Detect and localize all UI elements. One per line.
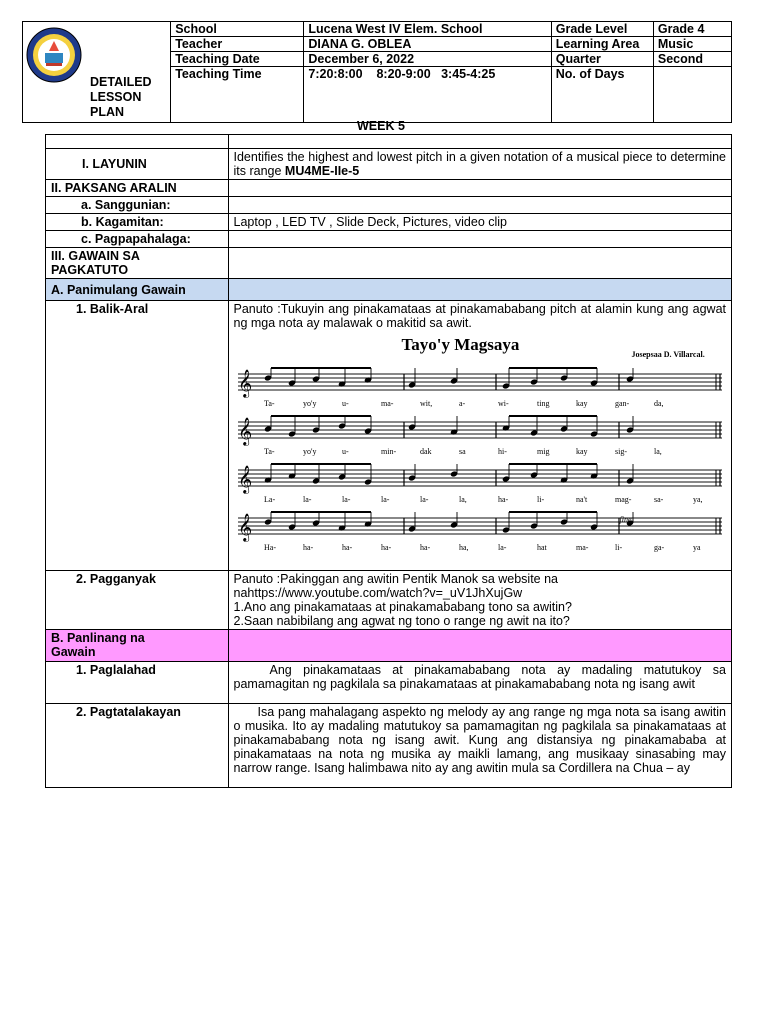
lyric-syllable: dak <box>419 447 432 456</box>
lyric-syllable: da, <box>653 399 664 408</box>
empty-cell <box>228 197 732 214</box>
paksang-aralin-label: II. PAKSANG ARALIN <box>46 180 229 197</box>
lyric-syllable: La- <box>263 495 275 504</box>
song-composer: Josepsaa D. Villarcal. <box>631 350 705 359</box>
teaching-date-value: December 6, 2022 <box>304 52 551 67</box>
pagganyak-line: 2.Saan nabibilang ang agwat ng tono o range ng awit na ito? <box>233 614 570 628</box>
logo-cell <box>23 22 171 123</box>
balik-aral-text: Panuto :Tukuyin ang pinakamataas at pinakamababang pitch at alamin kung ang agwat ng mga nota ay malawak o makitid sa awit. <box>233 302 726 330</box>
lyric-syllable: ting <box>536 399 549 408</box>
panimulang-gawain-label: A. Panimulang Gawain <box>46 279 229 301</box>
treble-clef-icon: 𝄞 <box>237 465 252 493</box>
school-value: Lucena West IV Elem. School <box>304 22 551 37</box>
learning-area-value: Music <box>653 37 731 52</box>
pagganyak-line: Panuto :Pakinggan ang awitin Pentik Manok sa website na <box>233 572 559 586</box>
lyric-syllable: sa <box>458 447 466 456</box>
teacher-label: Teacher <box>171 37 304 52</box>
pagtatalakayan-text: Isa pang mahalagang aspekto ng melody ay ang range ng mga nota sa isang awitin o musika. Ito ay madaling matutukoy sa pamamagitan ng pagkilala sa pinakamataas at pinakamababang nota ng isang awit. Kung ang distansiya ng pinakamababa at pinakamataas na nota ng musika ay maikli lamang, ang musikaay sinasabing may narrow range. Isang halimbawa nito ay ang awitin mula sa Cordillera na Chua – ay <box>228 704 732 788</box>
paglalahad-label: 1. Paglalahad <box>46 662 229 704</box>
header-table <box>22 21 732 123</box>
teaching-time-value: 7:20:8:00 8:20-9:00 3:45-4:25 <box>304 67 551 123</box>
lyric-syllable: kay <box>575 399 588 408</box>
empty-cell <box>228 135 732 149</box>
lyric-syllable: wit, <box>419 399 432 408</box>
lyric-syllable: ha, <box>458 543 469 552</box>
layunin-text: Identifies the highest and lowest pitch in a given notation of a musical piece to determine its range MU4ME-IIe-5 <box>228 149 732 180</box>
lyric-syllable: wi- <box>497 399 509 408</box>
quarter-value: Second <box>653 52 731 67</box>
panlinang-gawain-label: B. Panlinang na Gawain <box>46 630 229 662</box>
lyric-syllable: hat <box>536 543 547 552</box>
lyric-syllable: li- <box>536 495 544 504</box>
school-label: School <box>171 22 304 37</box>
lyric-syllable: ha- <box>302 543 313 552</box>
pagganyak-label: 2. Pagganyak <box>46 571 229 630</box>
lyric-syllable: a- <box>458 399 465 408</box>
paglalahad-text: Ang pinakamataas at pinakamababang nota ay madaling matutukoy sa pamamagitan ng pagkilala sa pinakamataas at pinakamababang nota ng isang awit <box>228 662 732 704</box>
lyric-syllable: ga- <box>653 543 664 552</box>
balik-aral-cell <box>228 301 732 571</box>
lyric-syllable: yo'y <box>302 447 316 456</box>
lyric-syllable: hi- <box>497 447 507 456</box>
lyric-syllable: mig <box>536 447 549 456</box>
lyric-syllable: ma- <box>575 543 588 552</box>
pagtatalakayan-label: 2. Pagtatalakayan <box>46 704 229 788</box>
lyric-syllable: la- <box>497 543 506 552</box>
lyric-syllable: sa- <box>653 495 663 504</box>
quarter-label: Quarter <box>551 52 653 67</box>
grade-level-value: Grade 4 <box>653 22 731 37</box>
sanggunian-label: a. Sanggunian: <box>46 197 229 214</box>
lyric-syllable: la- <box>419 495 428 504</box>
lyric-syllable: la- <box>341 495 350 504</box>
week-label: WEEK 5 <box>357 119 405 133</box>
lyric-syllable: ya, <box>692 495 703 504</box>
gawain-label: III. GAWAIN SA PAGKATUTO <box>46 248 229 279</box>
lyric-syllable: ha- <box>341 543 352 552</box>
lyric-syllable: ma- <box>380 399 393 408</box>
grade-level-label: Grade Level <box>551 22 653 37</box>
treble-clef-icon: 𝄞 <box>237 417 252 445</box>
empty-cell <box>46 135 229 149</box>
treble-clef-icon: 𝄞 <box>237 369 252 397</box>
competency-code: MU4ME-IIe-5 <box>284 164 360 178</box>
lyric-syllable: Ha- <box>263 543 276 552</box>
lyric-syllable: kay <box>575 447 588 456</box>
doc-title: DETAILED LESSON PLAN <box>90 75 152 119</box>
pagganyak-line: 1.Ano ang pinakamataas at pinakamababang tono sa awitin? <box>233 600 572 614</box>
teacher-value: DIANA G. OBLEA <box>304 37 551 52</box>
lyric-syllable: ya <box>692 543 701 552</box>
song-title: Tayo'y Magsaya <box>401 335 520 354</box>
balik-aral-label: 1. Balik-Aral <box>46 301 229 571</box>
lyric-syllable: ha- <box>419 543 430 552</box>
kagamitan-text: Laptop , LED TV , Slide Deck, Pictures, video clip <box>228 214 732 231</box>
lyric-syllable: min- <box>380 447 396 456</box>
lyric-syllable: la- <box>302 495 311 504</box>
lyric-syllable: la, <box>458 495 467 504</box>
lyric-syllable: ha- <box>380 543 391 552</box>
empty-cell <box>228 180 732 197</box>
teaching-date-label: Teaching Date <box>171 52 304 67</box>
lyric-syllable: mag- <box>614 495 631 504</box>
treble-clef-icon: 𝄞 <box>237 513 252 541</box>
lyric-syllable: ha- <box>497 495 508 504</box>
lyric-syllable: la- <box>380 495 389 504</box>
no-of-days-value <box>653 67 731 123</box>
empty-cell <box>228 231 732 248</box>
lyric-syllable: la, <box>653 447 662 456</box>
lyric-syllable: li- <box>614 543 622 552</box>
learning-area-label: Learning Area <box>551 37 653 52</box>
kagamitan-label: b. Kagamitan: <box>46 214 229 231</box>
lyric-syllable: u- <box>341 447 349 456</box>
empty-cell <box>228 248 732 279</box>
layunin-label: I. LAYUNIN <box>46 149 229 180</box>
lesson-plan-table <box>45 134 732 788</box>
lyric-syllable: u- <box>341 399 349 408</box>
lyric-syllable: na't <box>575 495 587 504</box>
pagganyak-cell <box>228 571 732 630</box>
lyric-syllable: Ta- <box>263 399 275 408</box>
sheet-music <box>234 336 726 566</box>
lyric-syllable: yo'y <box>302 399 316 408</box>
no-of-days-label: No. of Days <box>551 67 653 123</box>
teaching-time-label: Teaching Time <box>171 67 304 123</box>
lyric-syllable: gan- <box>614 399 629 408</box>
fine-marking: fine <box>619 515 632 524</box>
lyric-syllable: Ta- <box>263 447 275 456</box>
youtube-link[interactable]: nahttps://www.youtube.com/watch?v=_uV1JhXujGw <box>233 586 523 600</box>
panimulang-gawain-cell <box>228 279 732 301</box>
lyric-syllable: sig- <box>614 447 627 456</box>
pagpapahalaga-label: c. Pagpapahalaga: <box>46 231 229 248</box>
panlinang-gawain-cell <box>228 630 732 662</box>
